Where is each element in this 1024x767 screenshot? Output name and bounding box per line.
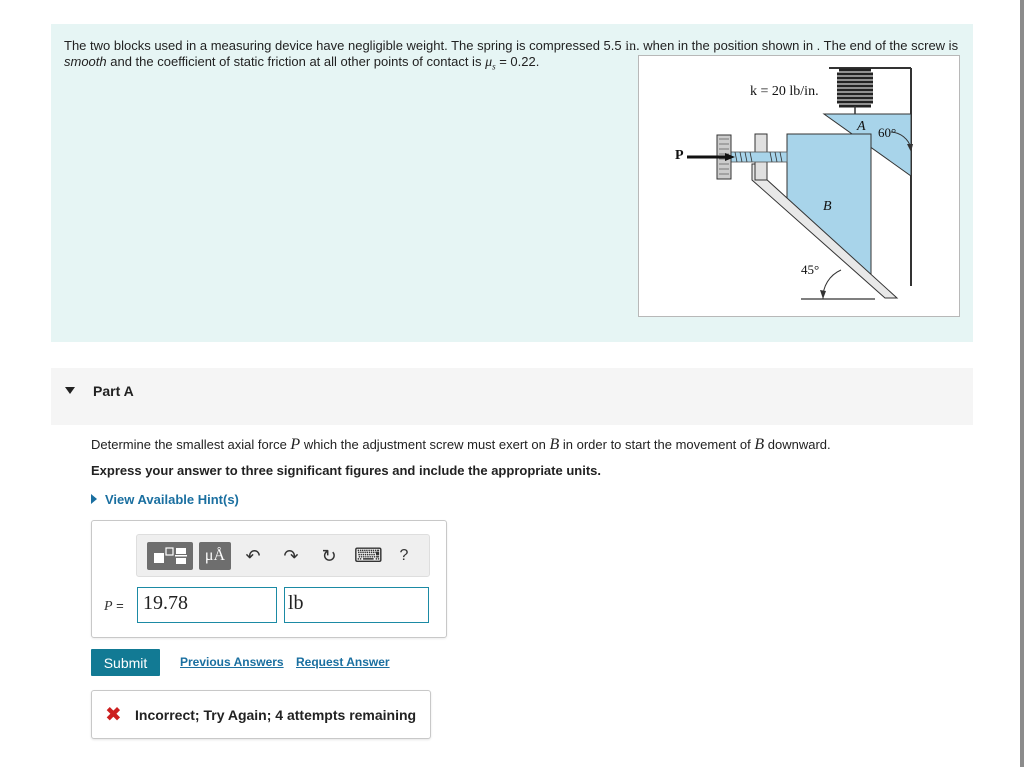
templates-button[interactable] <box>147 542 193 570</box>
hints-label: View Available Hint(s) <box>105 492 239 507</box>
problem-text-part: = 0.22. <box>495 54 540 69</box>
var-p: P <box>290 436 301 453</box>
view-hints-link[interactable] <box>91 492 239 507</box>
mu-symbol: μ <box>485 55 493 70</box>
previous-answers-link[interactable]: Previous Answers <box>180 655 284 669</box>
question-text-part: in order to start the movement of <box>559 437 755 452</box>
page-scrollbar-edge <box>1020 0 1024 767</box>
spring-constant-label: k = 20 lb/in. <box>750 84 819 99</box>
keyboard-icon[interactable]: ⌨ <box>354 545 383 567</box>
smooth-emphasis: smooth <box>64 54 107 69</box>
answer-value-input[interactable]: 19.78 <box>137 587 277 623</box>
reset-icon[interactable]: ↻ <box>321 546 337 566</box>
units-symbols-button[interactable]: μÅ <box>199 542 231 570</box>
answer-box <box>91 520 447 638</box>
problem-figure <box>638 55 960 317</box>
feedback-text: Incorrect; Try Again; 4 attempts remaining <box>135 707 417 723</box>
collapse-caret-icon[interactable] <box>65 387 75 394</box>
question-text-part: which the adjustment screw must exert on <box>300 437 550 452</box>
var-b: B <box>754 436 765 453</box>
problem-text-part: and the coefficient of static friction at all other points of contact is <box>106 54 486 69</box>
help-button[interactable]: ? <box>399 547 409 564</box>
problem-statement-panel <box>51 24 973 342</box>
block-b-label: B <box>823 199 832 214</box>
question-text-part: downward. <box>764 437 831 452</box>
undo-icon[interactable]: ↶ <box>245 546 261 566</box>
feedback-box <box>91 690 431 739</box>
screw-thread <box>731 152 787 162</box>
redo-icon[interactable]: ↷ <box>283 546 299 566</box>
problem-text-part: The two blocks used in a measuring device have negligible weight. The spring is compressed 5.5 <box>64 38 626 53</box>
incorrect-x-icon: ✖ <box>105 704 122 726</box>
question-text <box>91 436 831 454</box>
answer-variable: P <box>104 599 113 614</box>
answer-variable-label <box>104 598 124 615</box>
equals-sign: = <box>112 598 124 613</box>
question-text-part: Determine the smallest axial force <box>91 437 291 452</box>
block-a-label: A <box>857 119 866 134</box>
templates-icon <box>147 542 193 570</box>
part-a-header[interactable] <box>51 368 973 425</box>
answer-unit-input[interactable]: lb <box>284 587 429 623</box>
expand-triangle-icon <box>91 494 97 504</box>
request-answer-link[interactable]: Request Answer <box>296 655 390 669</box>
part-title: Part A <box>93 383 134 399</box>
angle-45-label: 45° <box>801 262 820 277</box>
var-b: B <box>549 436 560 453</box>
force-p-label: P <box>675 148 684 163</box>
math-toolbar <box>136 534 430 577</box>
angle-60-label: 60° <box>878 125 897 140</box>
submit-button[interactable]: Submit <box>91 649 160 676</box>
spring <box>837 70 873 106</box>
compression-unit: in. <box>625 39 640 54</box>
mu-subscript: s <box>492 61 496 72</box>
problem-text-part: when in the position shown in . The end of the screw is <box>639 38 959 53</box>
answer-instruction: Express your answer to three significant figures and include the appropriate units. <box>91 463 601 478</box>
